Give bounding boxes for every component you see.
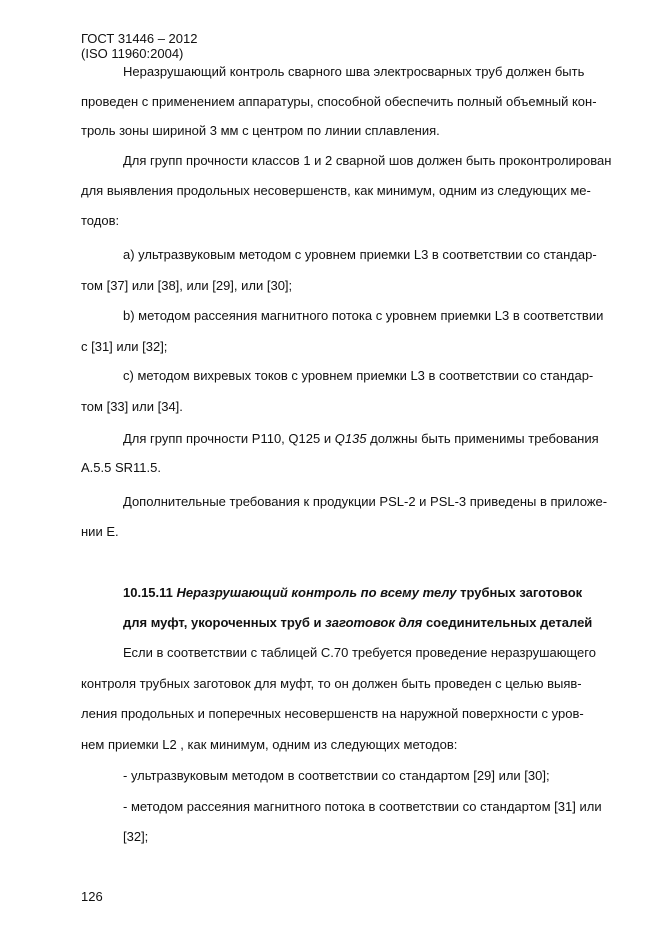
text-line: для выявления продольных несовершенств, как минимум, одним из следующих ме- (81, 183, 591, 198)
iso-reference: (ISO 11960:2004) (81, 46, 184, 61)
section-heading (123, 585, 582, 601)
text-line: проведен с применением аппаратуры, способной обеспечить полный объемный кон- (81, 94, 597, 109)
text-line: Если в соответствии с таблицей С.70 требуется проведение неразрушающего (123, 645, 596, 660)
text-span: Для групп прочности P110, Q125 и (123, 431, 335, 446)
text-line: Дополнительные требования к продукции PSL-2 и PSL-3 приведены в приложе- (123, 494, 608, 509)
grade-q135: Q135 (334, 431, 367, 446)
section-number: 10.15.11 (123, 585, 177, 600)
text-line: контроля трубных заготовок для муфт, то он должен быть проведен с целью выяв- (81, 676, 582, 691)
text-line: с [31] или [32]; (81, 339, 168, 354)
list-item: - методом рассеяния магнитного потока в соответствии со стандартом [31] или (123, 799, 602, 814)
text-line: троль зоны шириной 3 мм с центром по линии сплавления. (81, 123, 440, 138)
heading-emphasis: Неразрушающий контроль по всему телу (176, 585, 457, 600)
text-line: ления продольных и поперечных несовершенств на наружной поверхности с уров- (81, 706, 584, 721)
list-item-c: c) методом вихревых токов с уровнем приемки L3 в соответствии со стандар- (123, 368, 594, 383)
list-item-a: a) ультразвуковым методом с уровнем приемки L3 в соответствии со стандар- (123, 247, 597, 262)
list-item-b: b) методом рассеяния магнитного потока с уровнем приемки L3 в соответствии (123, 308, 604, 323)
text-line: [32]; (123, 829, 149, 844)
text-line: том [33] или [34]. (81, 399, 183, 414)
section-heading (123, 615, 592, 631)
text-line: Для групп прочности классов 1 и 2 сварной шов должен быть проконтролирован (123, 153, 612, 168)
standard-designation: ГОСТ 31446 – 2012 (81, 31, 198, 46)
text-line: A.5.5 SR11.5. (81, 460, 161, 475)
text-line (123, 431, 599, 447)
text-line: нем приемки L2 , как минимум, одним из следующих методов: (81, 737, 458, 752)
page-number: 126 (81, 889, 103, 904)
page-header (81, 31, 197, 61)
heading-text: трубных заготовок (456, 585, 583, 600)
text-span: должны быть применимы требования (366, 431, 599, 446)
heading-emphasis: заготовок для (325, 615, 423, 630)
heading-text: соединительных деталей (422, 615, 593, 630)
text-line: том [37] или [38], или [29], или [30]; (81, 278, 293, 293)
text-line: нии Е. (81, 524, 119, 539)
text-line: тодов: (81, 213, 120, 228)
list-item: - ультразвуковым методом в соответствии со стандартом [29] или [30]; (123, 768, 550, 783)
heading-text: для муфт, укороченных труб и (123, 615, 326, 630)
text-line: Неразрушающий контроль сварного шва электросварных труб должен быть (123, 64, 585, 79)
